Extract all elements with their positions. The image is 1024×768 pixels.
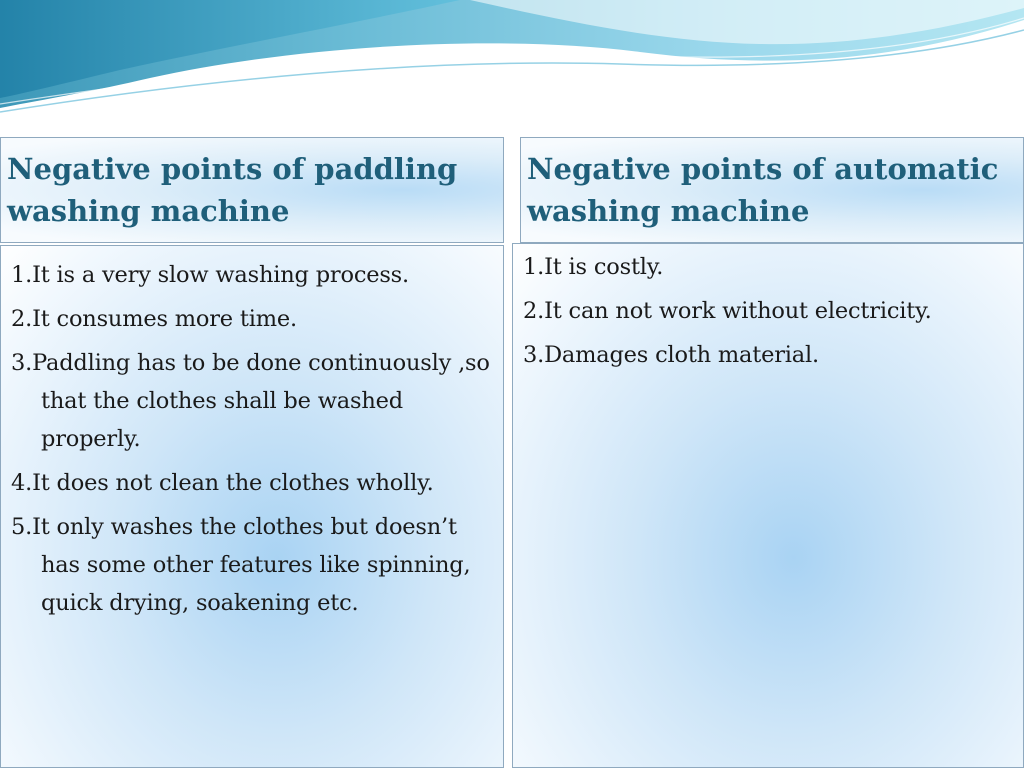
decorative-wave-banner (0, 0, 1024, 120)
right-heading: Negative points of automatic washing machine (527, 152, 999, 228)
list-item: 2.It consumes more time. (11, 306, 297, 332)
list-item: 2.It can not work without electricity. (523, 298, 932, 324)
list-item: 3.Paddling has to be done continuously ,so that the clothes shall be washed properly. (11, 350, 490, 452)
right-body-cell (512, 243, 1024, 768)
left-point-list (11, 256, 497, 628)
list-item: 3.Damages cloth material. (523, 342, 819, 368)
list-item: 5.It only washes the clothes but doesn’t has some other features like spinning, quick drying, soakening etc. (11, 514, 471, 616)
list-item: 4.It does not clean the clothes wholly. (11, 470, 434, 496)
left-header-cell (0, 137, 504, 243)
list-item: 1.It is costly. (523, 254, 664, 280)
list-item: 1.It is a very slow washing process. (11, 262, 409, 288)
left-heading: Negative points of paddling washing machine (7, 152, 458, 228)
right-header-cell (520, 137, 1024, 243)
left-body-cell (0, 245, 504, 768)
right-point-list (523, 248, 1017, 380)
